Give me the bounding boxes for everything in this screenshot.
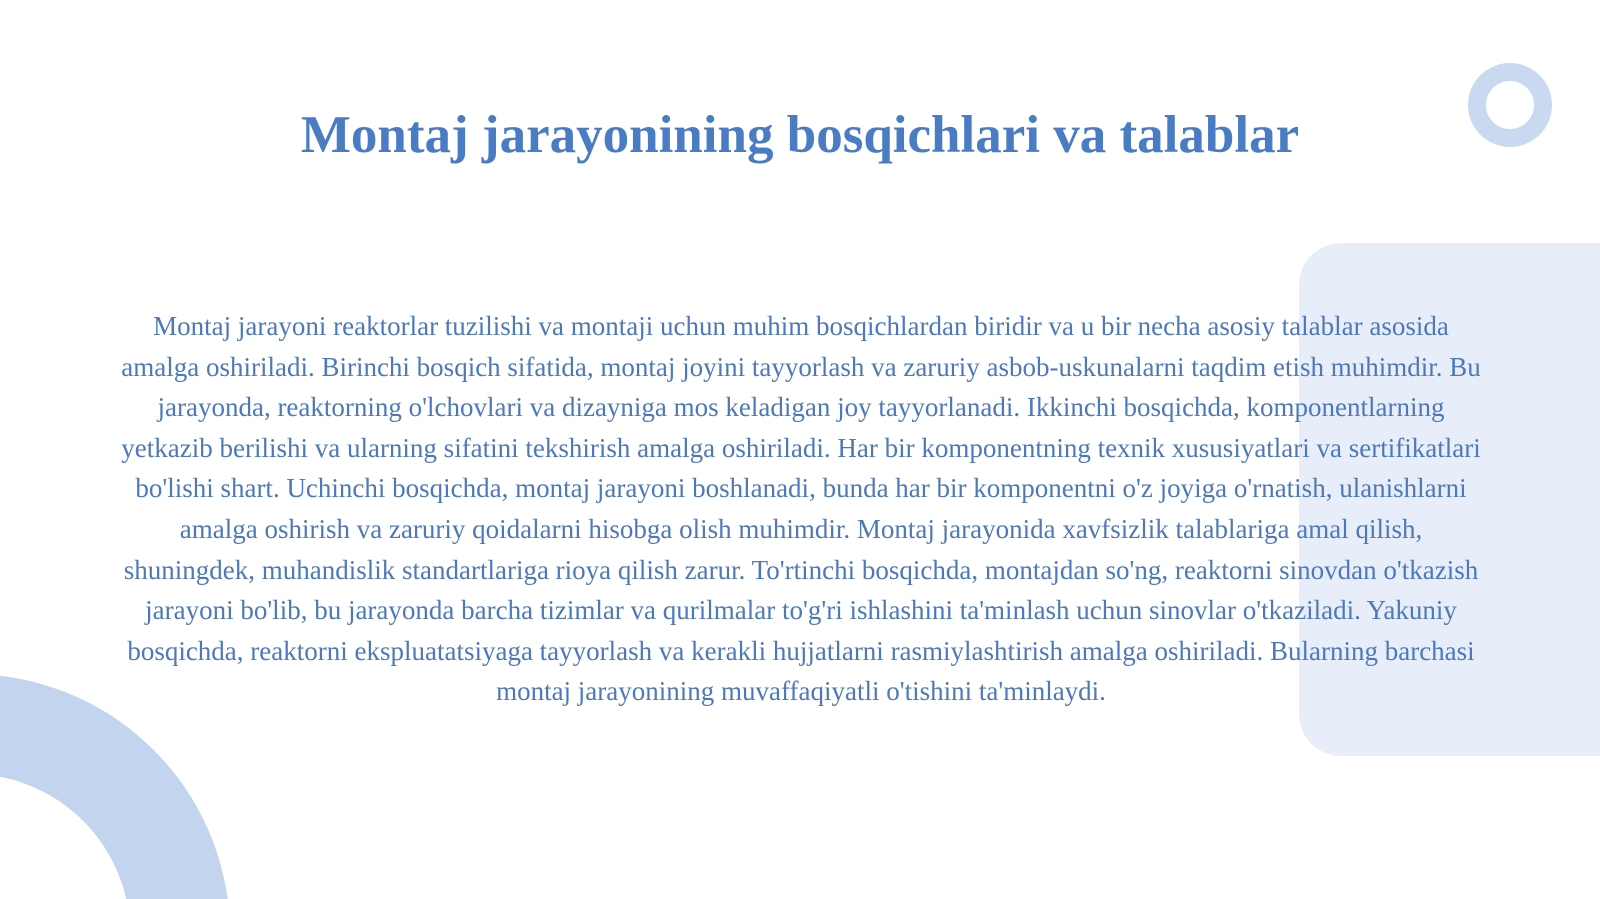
- slide-title: Montaj jarayonining bosqichlari va talablar: [300, 106, 1300, 164]
- slide-body-text: Montaj jarayoni reaktorlar tuzilishi va montaji uchun muhim bosqichlardan biridir va u bir necha asosiy talablar asosida amalga oshiriladi. Birinchi bosqich sifatida, montaj joyini tayyorlash va zaruriy asbob-uskunalarni taqdim etish muhimdir. Bu jarayonda, reaktorning o'lchovlari va dizayniga mos keladigan joy tayyorlanadi. Ikkinchi bosqichda, komponentlarning yetkazib berilishi va ularning sifatini tekshirish amalga oshiriladi. Har bir komponentning texnik xususiyatlari va sertifikatlari bo'lishi shart. Uchinchi bosqichda, montaj jarayoni boshlanadi, bunda har bir komponentni o'z joyiga o'rnatish, ulanishlarni amalga oshirish va zaruriy qoidalarni hisobga olish muhimdir. Montaj jarayonida xavfsizlik talablariga amal qilish, shuningdek, muhandislik standartlariga rioya qilish zarur. To'rtinchi bosqichda, montajdan so'ng, reaktorni sinovdan o'tkazish jarayoni bo'lib, bu jarayonda barcha tizimlar va qurilmalar to'g'ri ishlashini ta'minlash uchun sinovlar o'tkaziladi. Yakuniy bosqichda, reaktorni ekspluatatsiyaga tayyorlash va kerakli hujjatlarni rasmiylashtirish amalga oshiriladi. Bularning barchasi montaj jarayonining muvaffaqiyatli o'tishini ta'minlaydi.: [121, 311, 1481, 707]
